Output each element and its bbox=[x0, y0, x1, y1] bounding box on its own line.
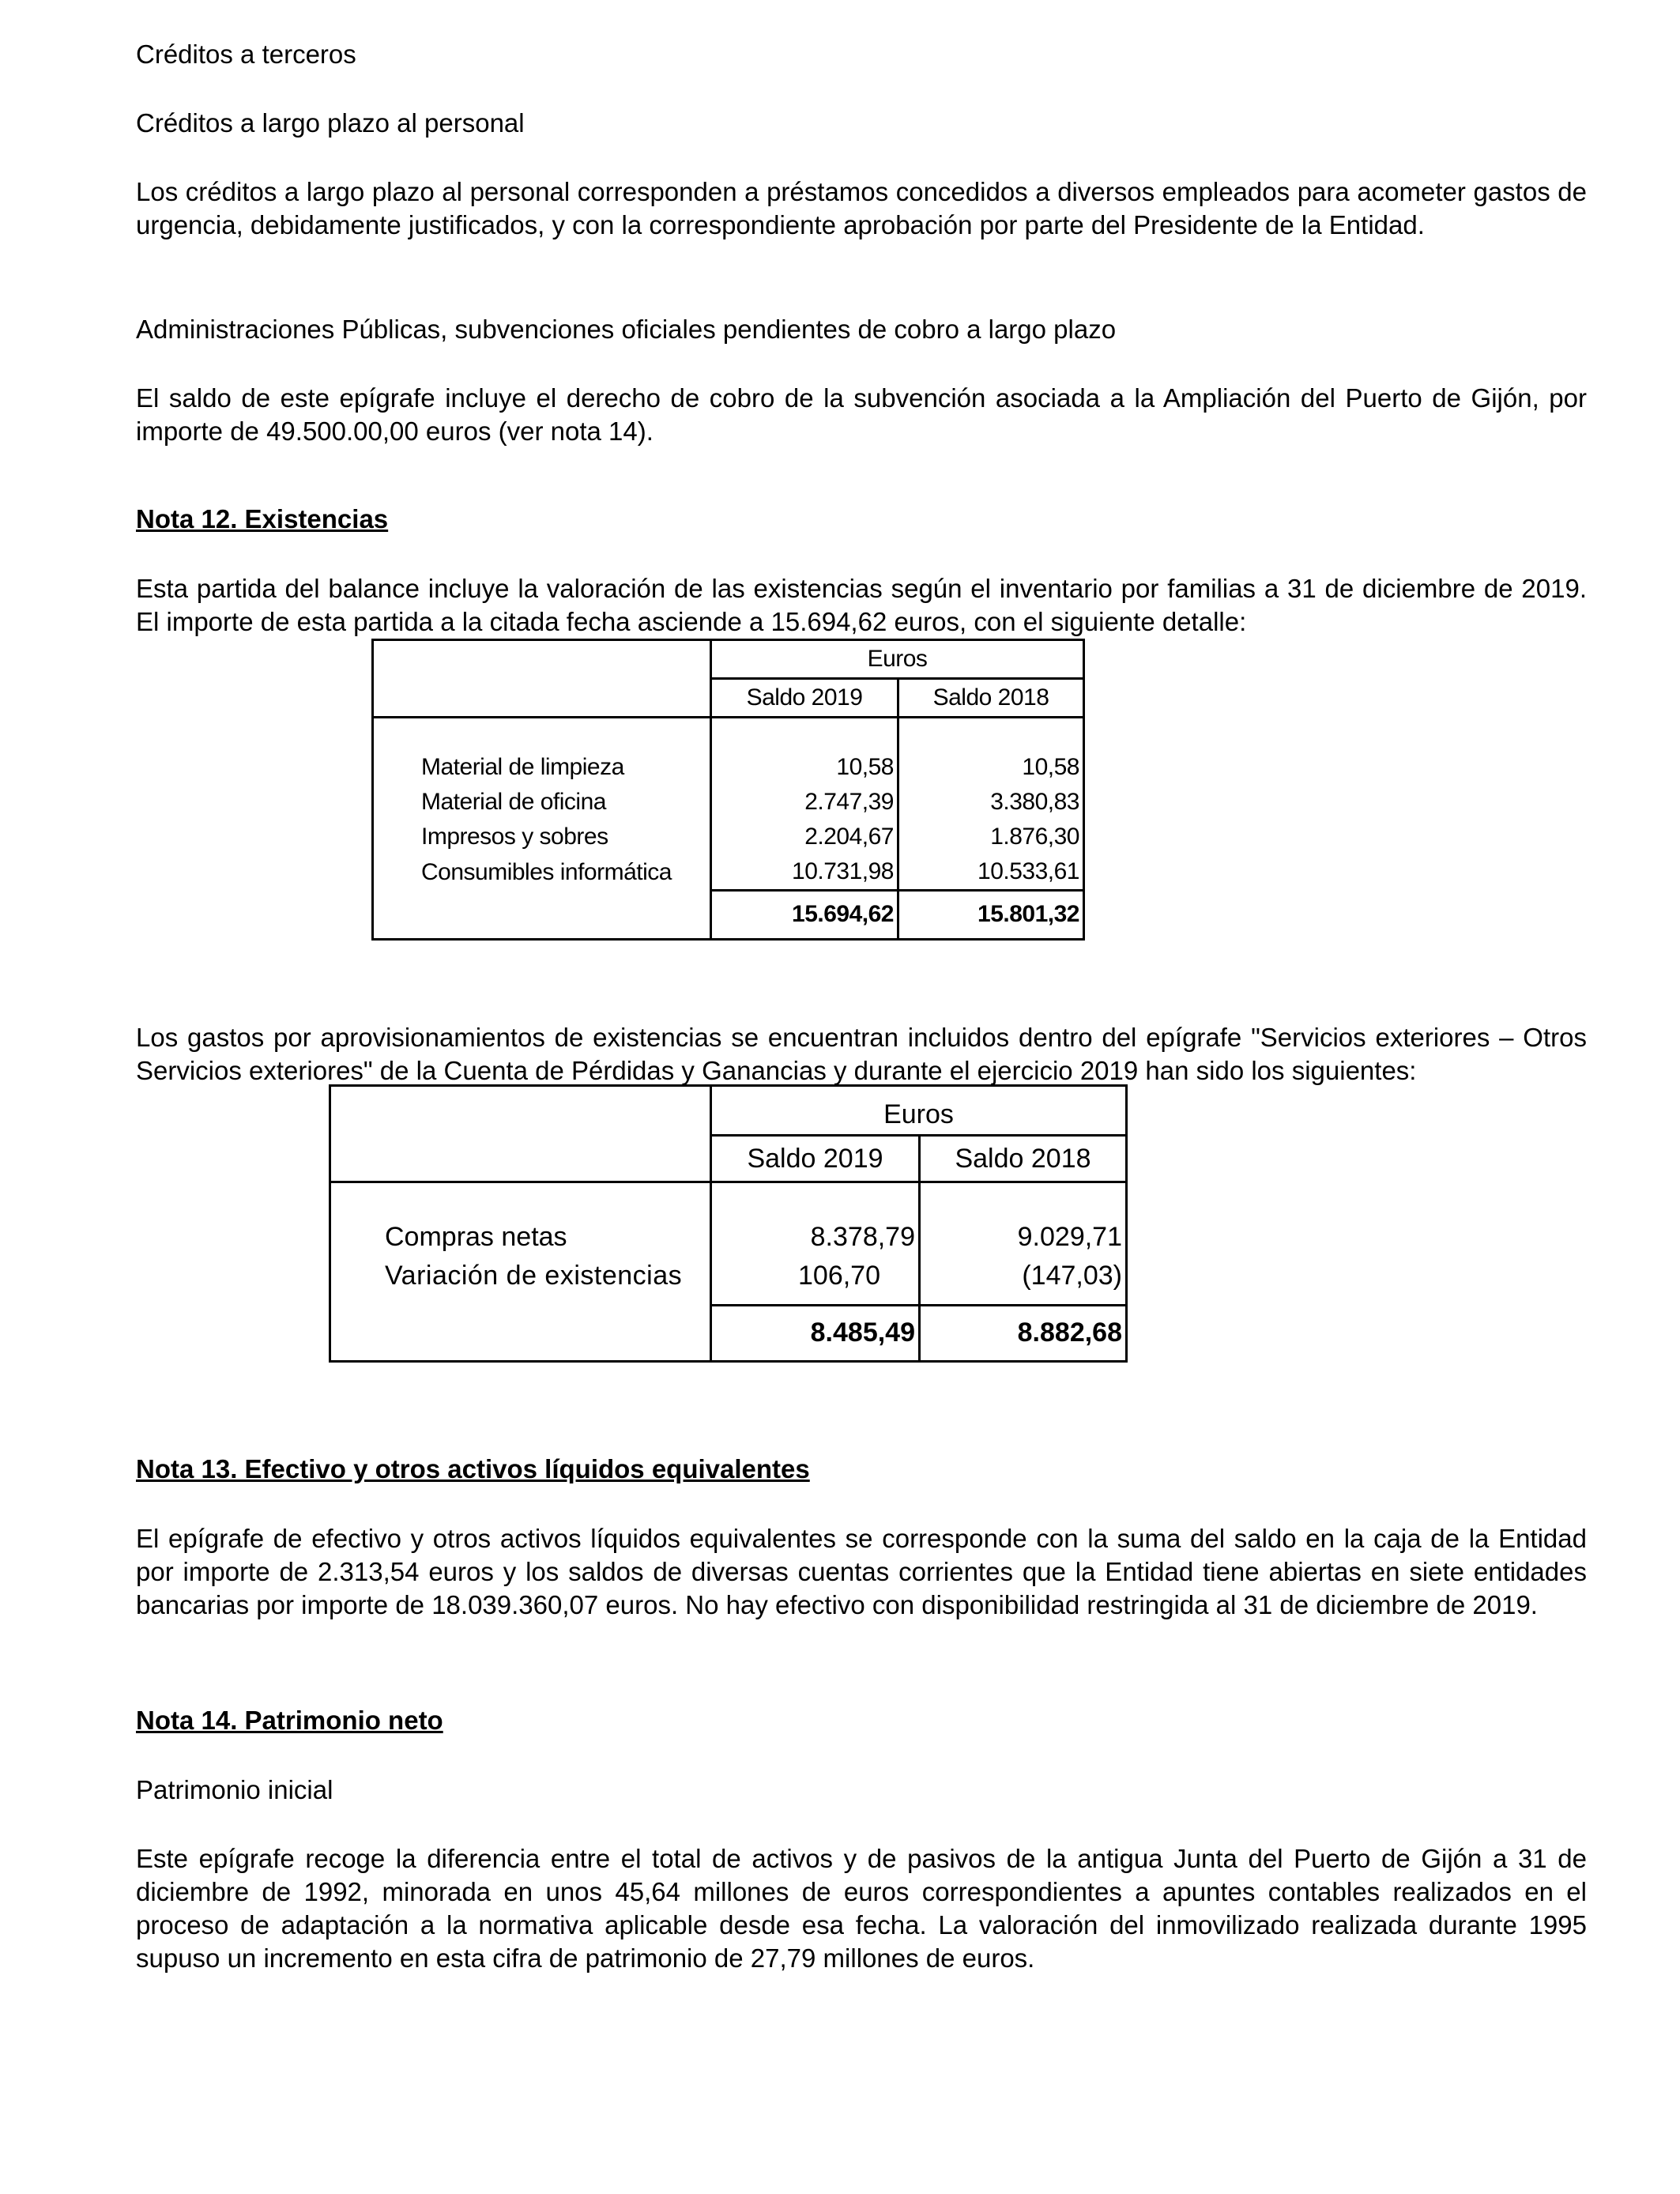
table1-row-label: Material de oficina bbox=[421, 789, 606, 815]
table2-currency-header: Euros bbox=[711, 1086, 1127, 1136]
table1-row-2018: 10.533,61 bbox=[898, 854, 1084, 891]
table2-header-blank bbox=[330, 1086, 711, 1182]
paragraph-efectivo: El epígrafe de efectivo y otros activos líquidos equivalentes se corresponde con la suma del saldo en la caja de la Entidad por importe de 2.313,54 euros y los saldos de diversas cuentas corrientes que la Entidad tiene abiertas en siete entidades bancarias por importe de 18.039.360,07 euros. No hay efectivo con disponibilidad restringida al 31 de diciembre de 2019. bbox=[136, 1524, 1587, 1619]
table1-header-blank bbox=[373, 640, 711, 718]
table-row bbox=[373, 854, 1084, 891]
table2-row-2019: 106,70 bbox=[711, 1257, 920, 1295]
table-row bbox=[373, 785, 1084, 820]
paragraph-patrimonio: Este epígrafe recoge la diferencia entre el total de activos y de pasivos de la antigua Junta del Puerto de Gijón a 31 de diciembre de 1992, minorada en unos 45,64 millones de euros correspondientes a apuntes contables realizados en el proceso de adaptación a la normativa aplicable desde esa fecha. La valoración del inmovilizado realizada durante 1995 supuso un incremento en esta cifra de patrimonio de 27,79 millones de euros. bbox=[136, 1844, 1587, 1973]
table-row bbox=[330, 1257, 1127, 1295]
table1-row-2019: 2.747,39 bbox=[711, 785, 898, 820]
table2-row-2019: 8.378,79 bbox=[711, 1218, 920, 1257]
table1-row-2019: 10.731,98 bbox=[711, 854, 898, 891]
subheading-creditos-terceros: Créditos a terceros bbox=[136, 40, 356, 69]
table2-total-row bbox=[330, 1305, 1127, 1362]
paragraph-creditos-personal: Los créditos a largo plazo al personal corresponden a préstamos concedidos a diversos empleados para acometer gastos de urgencia, debidamente justificados, y con la correspondiente aprobación por parte del Presidente de la Entidad. bbox=[136, 177, 1587, 239]
table1-row-label: Consumibles informática bbox=[421, 858, 672, 885]
table2-row-label: Variación de existencias bbox=[385, 1261, 683, 1291]
table1-row-2018: 10,58 bbox=[898, 750, 1084, 785]
table2-row-label: Compras netas bbox=[385, 1222, 567, 1252]
table1-row-label: Material de limpieza bbox=[421, 754, 624, 780]
table1-row-2018: 3.380,83 bbox=[898, 785, 1084, 820]
paragraph-existencias: Esta partida del balance incluye la valoración de las existencias según el inventario por familias a 31 de diciembre de 2019. El importe de esta partida a la citada fecha asciende a 15.694,62 euros, con el siguiente detalle: bbox=[136, 574, 1587, 636]
table1-row-2019: 2.204,67 bbox=[711, 820, 898, 854]
heading-nota-14: Nota 14. Patrimonio neto bbox=[136, 1706, 443, 1735]
table1-row-2018: 1.876,30 bbox=[898, 820, 1084, 854]
heading-nota-12: Nota 12. Existencias bbox=[136, 504, 389, 533]
paragraph-saldo-epigrafe: El saldo de este epígrafe incluye el derecho de cobro de la subvención asociada a la Ampliación del Puerto de Gijón, por importe de 49.500.00,00 euros (ver nota 14). bbox=[136, 383, 1587, 446]
table2-total-2019: 8.485,49 bbox=[711, 1305, 920, 1362]
subheading-creditos-personal: Créditos a largo plazo al personal bbox=[136, 108, 525, 138]
table1-row-2019: 10,58 bbox=[711, 750, 898, 785]
subheading-patrimonio-inicial: Patrimonio inicial bbox=[136, 1775, 333, 1804]
table-row bbox=[373, 750, 1084, 785]
table1-col-2019: Saldo 2019 bbox=[711, 679, 898, 718]
table1-col-2018: Saldo 2018 bbox=[898, 679, 1084, 718]
table1-total-2019: 15.694,62 bbox=[711, 891, 898, 940]
table2-col-2019: Saldo 2019 bbox=[711, 1136, 920, 1182]
table2-total-2018: 8.882,68 bbox=[920, 1305, 1127, 1362]
table1-currency-header: Euros bbox=[711, 640, 1084, 679]
aprovisionamientos-table bbox=[329, 1084, 1128, 1363]
paragraph-aprovisionamientos: Los gastos por aprovisionamientos de existencias se encuentran incluidos dentro del epígrafe "Servicios exteriores – Otros Servicios exteriores" de la Cuenta de Pérdidas y Ganancias y durante el ejercicio 2019 han sido los siguientes: bbox=[136, 1023, 1587, 1085]
table1-total-2018: 15.801,32 bbox=[898, 891, 1084, 940]
heading-nota-13: Nota 13. Efectivo y otros activos líquidos equivalentes bbox=[136, 1454, 810, 1483]
table1-row-label: Impresos y sobres bbox=[421, 824, 608, 850]
table-row bbox=[373, 820, 1084, 854]
table2-row-2018: (147,03) bbox=[920, 1257, 1127, 1295]
table-row bbox=[330, 1218, 1127, 1257]
subheading-administraciones: Administraciones Públicas, subvenciones oficiales pendientes de cobro a largo plazo bbox=[136, 315, 1117, 344]
table1-total-row bbox=[373, 891, 1084, 940]
existencias-table bbox=[371, 639, 1085, 941]
table2-col-2018: Saldo 2018 bbox=[920, 1136, 1127, 1182]
table2-row-2018: 9.029,71 bbox=[920, 1218, 1127, 1257]
